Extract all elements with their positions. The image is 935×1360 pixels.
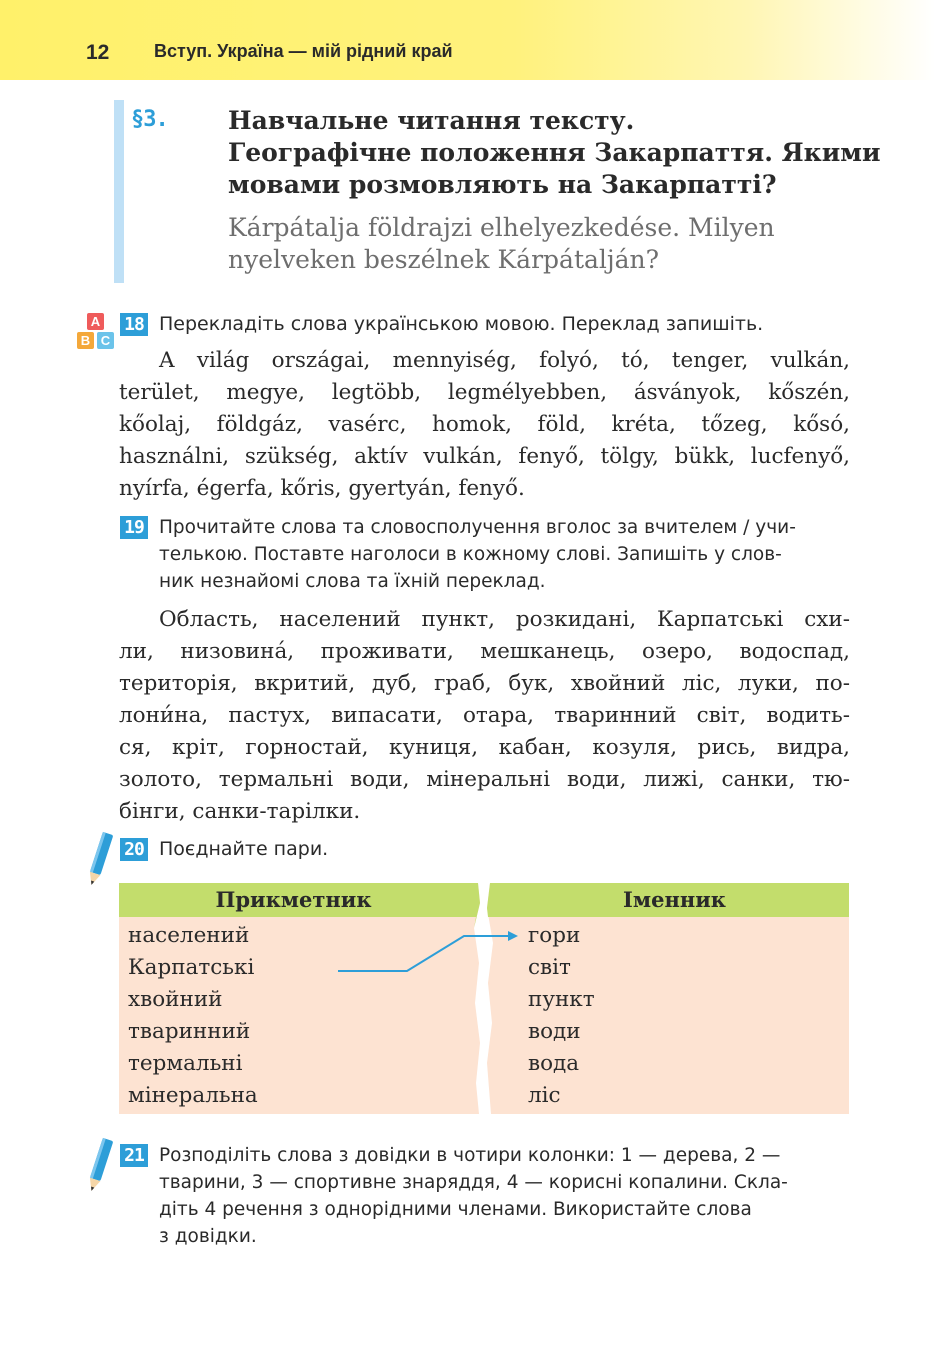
exercise-21-instruction — [159, 1142, 854, 1250]
section-subtitle — [228, 212, 868, 276]
instruction-line: телькою. Поставте наголоси в кожному слові. Запишіть у слов- — [159, 544, 782, 565]
text-line: nyírfa, égerfa, kőris, gyertyán, fenyő. — [119, 476, 525, 501]
instruction-line: ник незнайомі слова та їхній переклад. — [159, 571, 546, 592]
table-cell-right: вода — [528, 1051, 580, 1076]
instruction-line: Прочитайте слова та словосполучення вголос за вчителем / учи- — [159, 517, 796, 538]
section-title-line: Географічне положення Закарпаття. Якими — [228, 138, 881, 167]
table-cell-left: мінеральна — [128, 1083, 258, 1108]
table-cell-right: ліс — [528, 1083, 561, 1108]
pairs-table — [119, 883, 849, 1114]
instruction-line: з довідки. — [159, 1226, 257, 1247]
table-header-noun: Іменник — [500, 883, 849, 917]
exercise-20-number: 20 — [120, 838, 148, 861]
instruction-line: тварини, 3 — спортивне знаряддя, 4 — корисні копалини. Скла- — [159, 1172, 788, 1193]
table-cell-right: води — [528, 1019, 581, 1044]
abc-blocks-icon — [76, 312, 118, 352]
text-line: kőolaj, földgáz, vasérc, homok, föld, kréta, tőzeg, kősó, — [119, 412, 850, 437]
exercise-19-text — [119, 604, 850, 828]
table-cell-right: гори — [528, 923, 581, 948]
table-cell-left: Карпатські — [128, 955, 255, 980]
section-subtitle-line: nyelveken beszélnek Kárpátalján? — [228, 245, 660, 274]
text-line: Область, населений пункт, розкидані, Карпатські схи- — [159, 607, 850, 632]
section-title-line: мовами розмовляють на Закарпатті? — [228, 170, 777, 199]
exercise-20-instruction: Поєднайте пари. — [159, 838, 329, 860]
table-header-adjective: Прикметник — [119, 883, 468, 917]
section-accent-bar — [114, 100, 124, 283]
text-line: ся, кріт, горностай, куниця, кабан, козуля, рись, видра, — [119, 735, 850, 760]
section-title-line: Навчальне читання тексту. — [228, 106, 635, 135]
text-line: ли, низовина́, проживати, мешканець, озеро, водоспад, — [119, 639, 850, 664]
table-cell-left: термальні — [128, 1051, 243, 1076]
exercise-18-instruction: Перекладіть слова українською мовою. Переклад запишіть. — [159, 313, 764, 335]
abc-letter-a: A — [90, 314, 101, 329]
instruction-line: діть 4 речення з однорідними членами. Використайте слова — [159, 1199, 752, 1220]
text-line: бінги, санки-тарілки. — [119, 799, 361, 824]
instruction-line: Розподіліть слова з довідки в чотири колонки: 1 — дерева, 2 — — [159, 1145, 781, 1166]
text-line: територія, вкритий, дуб, граб, бук, хвойний ліс, луки, по- — [119, 671, 850, 696]
page-number: 12 — [86, 41, 110, 64]
text-line: használni, szükség, aktív vulkán, fenyő, tölgy, bükk, lucfenyő, — [119, 444, 850, 469]
abc-letter-b: B — [80, 333, 91, 348]
text-line: лони́на, пастух, випасати, отара, тваринний світ, водить- — [119, 703, 850, 728]
table-cell-left: хвойний — [128, 987, 223, 1012]
exercise-21-number: 21 — [120, 1144, 148, 1167]
pencil-icon — [84, 830, 114, 890]
exercise-19-number: 19 — [120, 516, 148, 539]
page-header — [0, 0, 935, 80]
text-line: золото, термальні води, мінеральні води, лижі, санки, тю- — [119, 767, 850, 792]
table-cell-right: світ — [528, 955, 571, 980]
chapter-title: Вступ. Україна — мій рідний край — [154, 41, 453, 61]
table-cell-right: пункт — [528, 987, 595, 1012]
exercise-18-number: 18 — [120, 313, 148, 336]
abc-letter-c: C — [100, 333, 111, 348]
exercise-19-instruction — [159, 514, 854, 595]
text-line: A világ országai, mennyiség, folyó, tó, tenger, vulkán, — [159, 348, 850, 373]
text-line: terület, megye, legtöbb, legmélyebben, ásványok, kőszén, — [119, 380, 850, 405]
table-cell-left: тваринний — [128, 1019, 251, 1044]
section-title — [228, 105, 881, 201]
pencil-icon — [84, 1136, 114, 1196]
table-cell-left: населений — [128, 923, 250, 948]
section-number: §3. — [131, 107, 168, 132]
exercise-18-text — [119, 345, 850, 505]
section-subtitle-line: Kárpátalja földrajzi elhelyezkedése. Milyen — [228, 213, 775, 242]
example-match-arrow — [119, 883, 849, 1114]
